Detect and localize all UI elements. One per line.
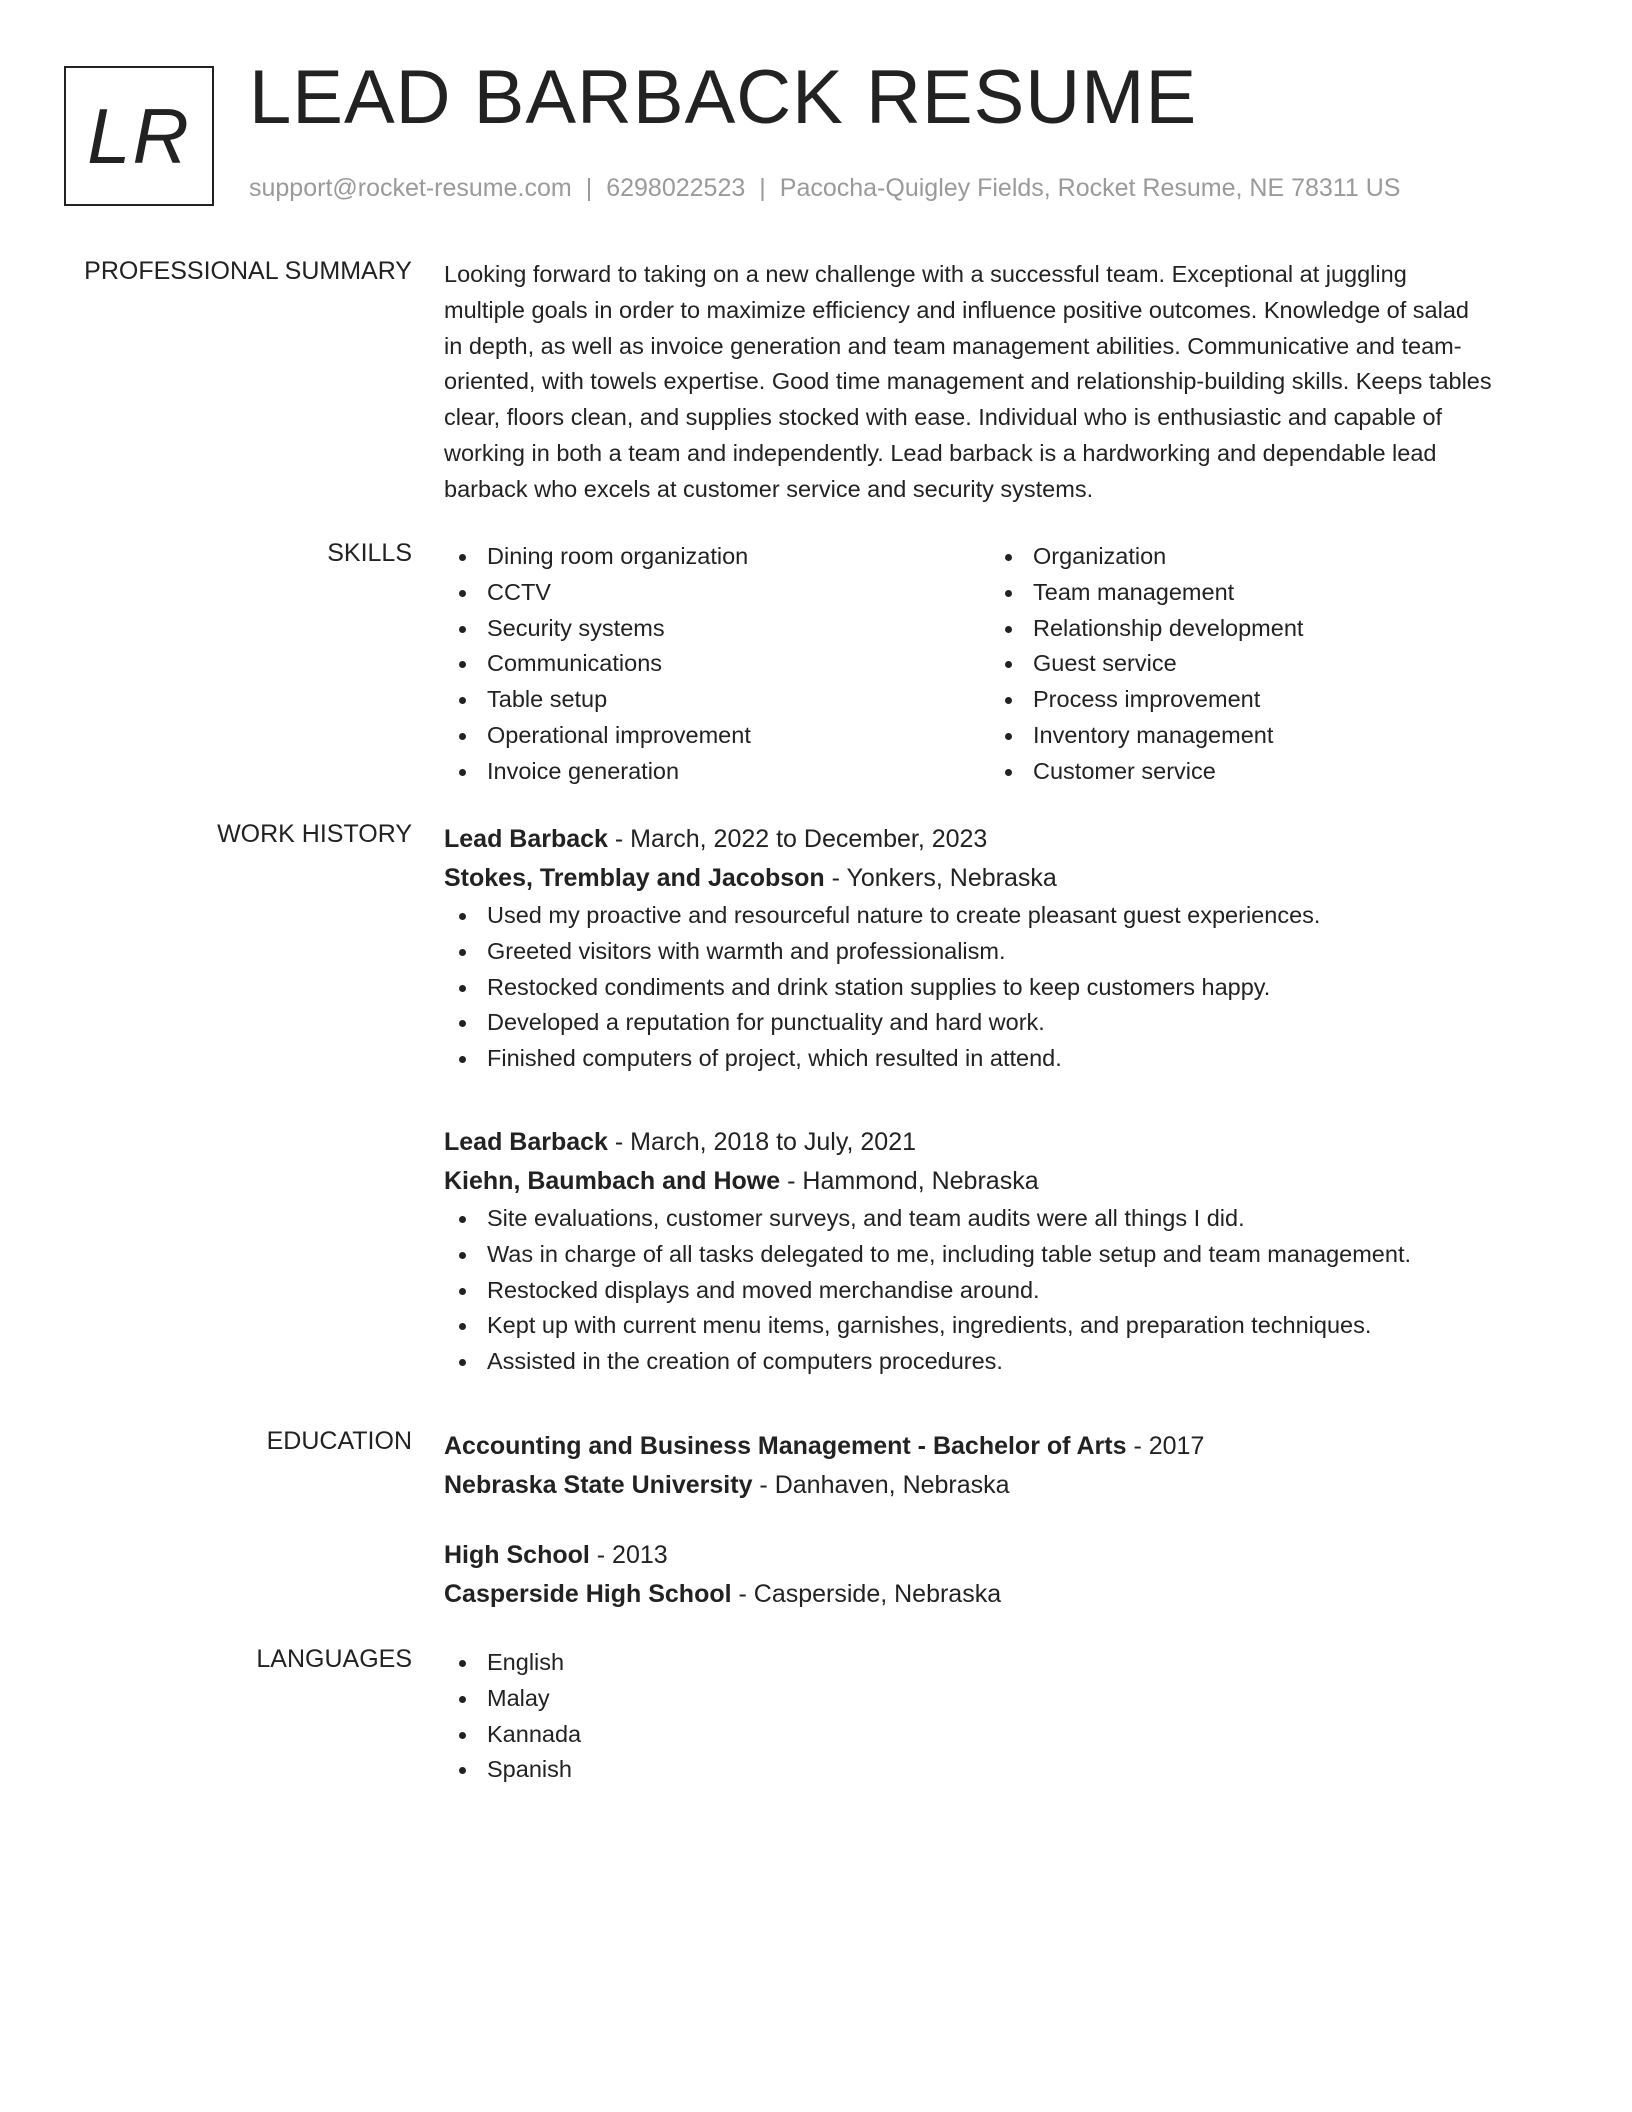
- skill-item: Team management: [990, 575, 1303, 611]
- job-company-line: [444, 1162, 1411, 1201]
- skill-item: Relationship development: [990, 611, 1303, 647]
- school: Nebraska State University: [444, 1471, 753, 1499]
- skill-item: Inventory management: [990, 718, 1303, 754]
- skill-item: Dining room organization: [444, 539, 751, 575]
- job-bullets: [444, 898, 1320, 1077]
- job-dates: - March, 2018 to July, 2021: [607, 1128, 917, 1156]
- skills-list-left: [444, 539, 751, 790]
- contact-phone[interactable]: 6298022523: [606, 174, 746, 202]
- education-label: EDUCATION: [266, 1427, 412, 1455]
- job-company: Stokes, Tremblay and Jacobson: [444, 864, 825, 892]
- degree: Accounting and Business Management - Bachelor of Arts: [444, 1432, 1127, 1460]
- contact-line: [249, 174, 1400, 203]
- job-entry: [444, 1123, 1411, 1380]
- job-bullet: Greeted visitors with warmth and professionalism.: [444, 934, 1320, 970]
- summary-label: PROFESSIONAL SUMMARY: [84, 257, 412, 285]
- summary-line: working in both a team and independently. Lead barback is a hardworking and dependable lead: [444, 439, 1437, 466]
- contact-separator: |: [759, 174, 766, 202]
- school-location: - Casperside, Nebraska: [731, 1580, 1002, 1608]
- job-title: Lead Barback: [444, 1128, 608, 1156]
- monogram-box: [64, 66, 214, 206]
- languages-list: [444, 1645, 1554, 1788]
- job-bullet: Kept up with current menu items, garnishes, ingredients, and preparation techniques.: [444, 1308, 1411, 1344]
- monogram-initials: LR: [87, 91, 191, 180]
- job-bullet: Site evaluations, customer surveys, and team audits were all things I did.: [444, 1201, 1411, 1237]
- job-title: Lead Barback: [444, 825, 608, 853]
- languages-label: LANGUAGES: [256, 1645, 412, 1673]
- contact-separator: |: [585, 174, 593, 202]
- degree-line: [444, 1427, 1204, 1466]
- skills-label: SKILLS: [327, 539, 412, 567]
- job-bullet: Restocked condiments and drink station supplies to keep customers happy.: [444, 970, 1320, 1006]
- degree-year: - 2013: [589, 1541, 668, 1569]
- school-line: [444, 1466, 1204, 1505]
- job-bullet: Assisted in the creation of computers procedures.: [444, 1344, 1411, 1380]
- school-location: - Danhaven, Nebraska: [752, 1471, 1010, 1499]
- job-location: - Yonkers, Nebraska: [824, 864, 1057, 892]
- language-item: Kannada: [444, 1717, 1554, 1753]
- job-bullet: Finished computers of project, which resulted in attend.: [444, 1041, 1320, 1077]
- skill-item: Security systems: [444, 611, 751, 647]
- language-item: Malay: [444, 1681, 1554, 1717]
- job-title-line: [444, 1123, 1411, 1162]
- job-dates: - March, 2022 to December, 2023: [607, 825, 988, 853]
- work-label: WORK HISTORY: [217, 820, 412, 848]
- skill-item: Customer service: [990, 754, 1303, 790]
- summary-line: in depth, as well as invoice generation and team management abilities. Communicative and team-: [444, 332, 1462, 359]
- job-company-line: [444, 859, 1320, 898]
- language-item: English: [444, 1645, 1554, 1681]
- job-bullet: Developed a reputation for punctuality and hard work.: [444, 1005, 1320, 1041]
- skill-item: Communications: [444, 646, 751, 682]
- skills-columns: [444, 539, 1554, 799]
- skills-list-right: [990, 539, 1303, 790]
- resume-title: LEAD BARBACK RESUME: [249, 55, 1198, 140]
- job-bullet: Used my proactive and resourceful nature to create pleasant guest experiences.: [444, 898, 1320, 934]
- contact-email[interactable]: support@rocket-resume.com: [249, 174, 572, 202]
- languages-body: [444, 1645, 1554, 1788]
- degree-year: - 2017: [1126, 1432, 1205, 1460]
- skill-item: Table setup: [444, 682, 751, 718]
- job-location: - Hammond, Nebraska: [780, 1167, 1039, 1195]
- school-line: [444, 1575, 1001, 1614]
- skill-item: Process improvement: [990, 682, 1303, 718]
- job-bullets: [444, 1201, 1411, 1380]
- skill-item: Guest service: [990, 646, 1303, 682]
- job-entry: [444, 820, 1320, 1077]
- job-bullet: Restocked displays and moved merchandise around.: [444, 1273, 1411, 1309]
- education-entry: [444, 1427, 1204, 1505]
- summary-line: barback who excels at customer service and security systems.: [444, 475, 1094, 502]
- skill-item: CCTV: [444, 575, 751, 611]
- skill-item: Invoice generation: [444, 754, 751, 790]
- job-company: Kiehn, Baumbach and Howe: [444, 1167, 781, 1195]
- summary-body: [444, 257, 1554, 508]
- degree-line: [444, 1536, 1001, 1575]
- summary-line: Looking forward to taking on a new challenge with a successful team. Exceptional at juggling: [444, 261, 1407, 287]
- job-title-line: [444, 820, 1320, 859]
- degree: High School: [444, 1541, 590, 1569]
- summary-line: multiple goals in order to maximize efficiency and influence positive outcomes. Knowledge of salad: [444, 296, 1469, 323]
- summary-line: oriented, with towels expertise. Good time management and relationship-building skills. Keeps tables: [444, 368, 1492, 395]
- skills-body: [444, 539, 1554, 799]
- skill-item: Organization: [990, 539, 1303, 575]
- job-bullet: Was in charge of all tasks delegated to me, including table setup and team management.: [444, 1237, 1411, 1273]
- contact-address: Pacocha-Quigley Fields, Rocket Resume, NE 78311 US: [779, 174, 1401, 202]
- summary-line: clear, floors clean, and supplies stocked with ease. Individual who is enthusiastic and capable of: [444, 404, 1443, 431]
- language-item: Spanish: [444, 1752, 1554, 1788]
- skill-item: Operational improvement: [444, 718, 751, 754]
- school: Casperside High School: [444, 1580, 732, 1608]
- education-entry: [444, 1536, 1001, 1614]
